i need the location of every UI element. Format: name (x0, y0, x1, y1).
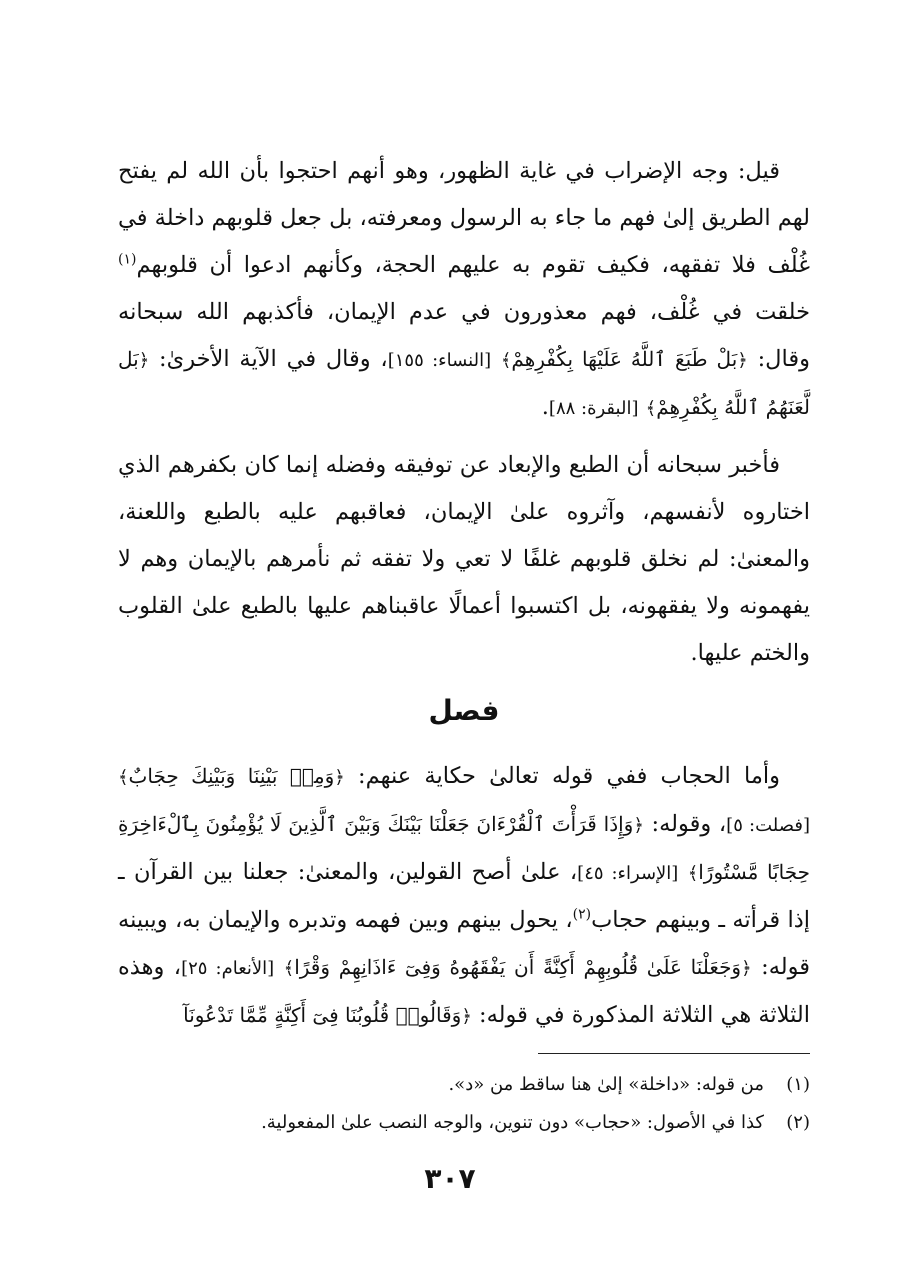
footnote-number: (١) (786, 1074, 810, 1095)
quran-verse: وَمِنۢ بَيْنِنَا وَبَيْنِكَ حِجَابٌ (128, 764, 335, 788)
quran-open-bracket: ﴿ (737, 350, 748, 371)
paragraph-1 (118, 148, 810, 432)
quran-verse: وَإِذَا قَرَأْتَ ٱلْقُرْءَانَ جَعَلْنَا بَيْنَكَ وَبَيْنَ ٱلَّذِينَ لَا يُؤْمِنُونَ بِٱلْءَاخِرَةِ حِجَابًا مَّسْتُورًا (118, 812, 810, 884)
footnote-divider (538, 1053, 810, 1054)
quran-close-bracket: ﴾ (500, 350, 512, 371)
p1-text-c: ، وقال في الآية الأخرىٰ: (149, 346, 388, 372)
quran-open-bracket: ﴿ (138, 350, 150, 371)
verse-reference: [الأنعام: ٢٥] (181, 958, 275, 979)
footnote-ref-2[interactable]: (٢) (572, 906, 592, 923)
footnote-text: من قوله: «داخلة» إلىٰ هنا ساقط من «د». (448, 1074, 764, 1095)
page-number: ٣٠٧ (424, 1162, 476, 1195)
p3-text-e: ، وهذه الثلاثة هي الثلاثة المذكورة في قوله: (118, 954, 810, 1028)
verse-reference: [البقرة: ٨٨] (548, 398, 639, 419)
p3-text-a: وأما الحجاب ففي قوله تعالىٰ حكاية عنهم: (344, 763, 780, 789)
footnote-text: كذا في الأصول: «حجاب» دون تنوين، والوجه النصب علىٰ المفعولية. (261, 1112, 764, 1133)
p3-text-d: ، يحول بينهم وبين فهمه وتدبره والإيمان به، ويبينه قوله: (118, 907, 810, 980)
quran-verse: بَل لَّعَنَهُمُ ٱللَّهُ بِكُفْرِهِمْ (118, 347, 810, 419)
footnote-item (118, 1066, 810, 1104)
quran-open-bracket: ﴿ (741, 958, 752, 979)
quran-open-bracket: ﴿ (633, 815, 644, 836)
footnote-ref-1[interactable]: (١) (118, 251, 137, 268)
footnote-number: (٢) (786, 1112, 810, 1133)
quran-close-bracket: ﴾ (118, 767, 129, 788)
footnotes (118, 1066, 810, 1142)
main-text (118, 148, 810, 1050)
p1-text-a: قيل: وجه الإضراب في غاية الظهور، وهو أنهم احتجوا بأن الله لم يفتح لهم الطريق إلىٰ فهم ما جاء به الرسول ومعرفته، بل جعل قلوبهم داخلة في غُلْف فلا تفقهه، فكيف تقوم به عليهم الحجة، وكأنهم ادعوا أن قلوبهم (118, 158, 810, 278)
p1-text-b: خلقت في غُلْف، فهم معذورون في عدم الإيمان، فأكذبهم الله سبحانه وقال: (118, 299, 810, 372)
quran-open-bracket: ﴿ (461, 1006, 472, 1027)
quran-close-bracket: ﴾ (687, 863, 699, 884)
quran-verse: وَقَالُوا۟ قُلُوبُنَا فِىٓ أَكِنَّةٍ مِّمَّا تَدْعُونَآ (183, 1003, 462, 1027)
quran-verse: وَجَعَلْنَا عَلَىٰ قُلُوبِهِمْ أَكِنَّةً أَن يَفْقَهُوهُ وَفِىٓ ءَاذَانِهِمْ وَقْرًا (294, 955, 742, 979)
p3-text-b: ، وقوله: (643, 811, 727, 837)
verse-reference: [الإسراء: ٤٥] (577, 863, 679, 884)
verse-reference: [النساء: ١٥٥] (387, 350, 492, 371)
footnote-item (118, 1104, 810, 1142)
paragraph-2 (118, 442, 810, 677)
quran-open-bracket: ﴿ (334, 767, 345, 788)
p2-text: فأخبر سبحانه أن الطبع والإبعاد عن توفيقه وفضله إنما كان بكفرهم الذي اختاروه لأنفسهم، وآثروه علىٰ الإيمان، فعاقبهم عليه بالطبع واللعنة، والمعنىٰ: لم نخلق قلوبهم غلفًا لا تعي ولا تفقه ثم نأمرهم بالإيمان وهم لا يفهمونه ولا يفقهونه، بل اكتسبوا أعمالًا عاقبناهم عليها بالطبع علىٰ القلوب والختم عليها. (118, 452, 810, 666)
verse-reference: [فصلت: ٥] (726, 815, 810, 836)
p3-text-c: ، علىٰ أصح القولين، والمعنىٰ: جعلنا بين القرآن ـ إذا قرأته ـ وبينهم حجاب (118, 859, 810, 933)
paragraph-3 (118, 753, 810, 1040)
section-heading: فصل (428, 694, 500, 727)
quran-verse: بَلْ طَبَعَ ٱللَّهُ عَلَيْهَا بِكُفْرِهِمْ (511, 347, 738, 371)
quran-close-bracket: ﴾ (283, 958, 295, 979)
p1-text-end: . (541, 394, 549, 420)
quran-close-bracket: ﴾ (645, 398, 657, 419)
